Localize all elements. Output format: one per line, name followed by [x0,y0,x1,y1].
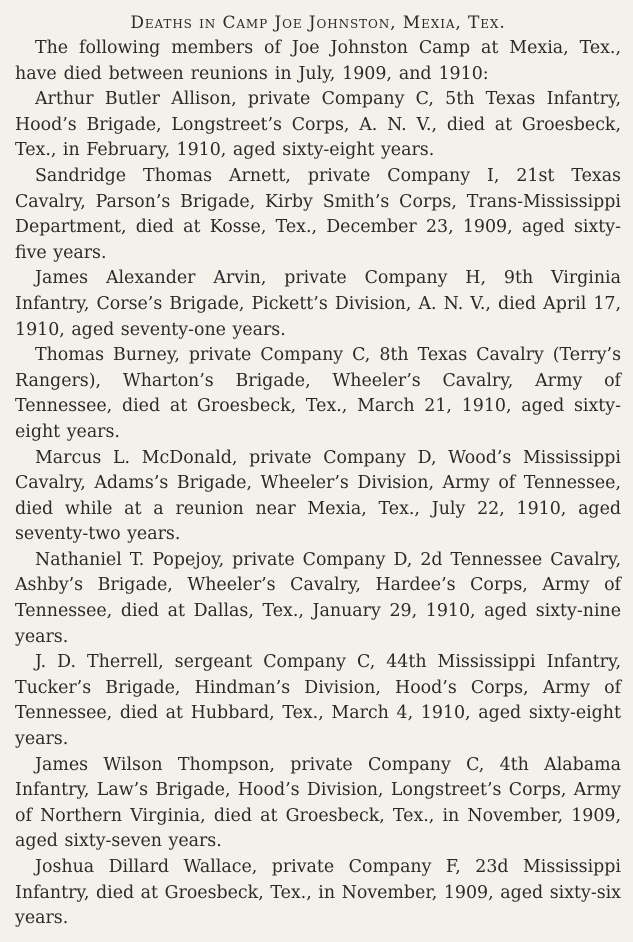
obituary-entry: Nathaniel T. Popejoy, private Company D, 2d Tennessee Cavalry, Ashby’s Brigade, Wheeler’s Cavalry, Hardee’s Corps, Army of Tennessee, died at Dallas, Tex., January 29, 1910, aged sixty-nine years. [15,549,621,647]
obituary-entry: Thomas Burney, private Company C, 8th Texas Cavalry (Terry’s Rangers), Wharton’s Brigade, Wheeler’s Cavalry, Army of Tennessee, died at Groesbeck, Tex., March 21, 1910, aged sixty-eight years. [15,345,621,442]
obituary-entry: Arthur Butler Allison, private Company C, 5th Texas Infantry, Hood’s Brigade, Longstreet’s Corps, A. N. V., died at Groesbeck, Tex., in February, 1910, aged sixty-eight years. [15,89,621,161]
obituary-entry: James Alexander Arvin, private Company H, 9th Virginia Infantry, Corse’s Brigade, Pickett’s Division, A. N. V., died April 17, 1910, aged seventy-one years. [15,268,621,340]
obituary-entry: James Wilson Thompson, private Company C, 4th Alabama Infantry, Law’s Brigade, Hood’s Division, Longstreet’s Corps, Army of Northern Virginia, died at Groesbeck, Tex., in November, 1909, aged sixty-seven years. [15,754,621,852]
obituary-entry: Sandridge Thomas Arnett, private Company I, 21st Texas Cavalry, Parson’s Brigade, Kirby Smith’s Corps, Trans-Mississippi Department, died at Kosse, Tex., December 23, 1909, aged sixty-five years. [15,165,621,263]
obituary-entry: J. D. Therrell, sergeant Company C, 44th Mississippi Infantry, Tucker’s Brigade, Hindman’s Division, Hood’s Corps, Army of Tennessee, died at Hubbard, Tex., March 4, 1910, aged sixty-eight years. [15,652,621,750]
obituary-list [15,87,621,932]
obituary-entry: Marcus L. McDonald, private Company D, Wood’s Mississippi Cavalry, Adams’s Brigade, Wheeler’s Division, Army of Tennessee, died while at a reunion near Mexia, Tex., July 22, 1910, aged seventy-two years. [15,447,621,545]
intro-paragraph: The following members of Joe Johnston Camp at Mexia, Tex., have died between reunions in July, 1909, and 1910: [15,38,621,84]
article-heading: Deaths in Camp Joe Johnston, Mexia, Tex. [130,13,506,33]
obituary-entry: Joshua Dillard Wallace, private Company F, 23d Mississippi Infantry, died at Groesbeck, Tex., in November, 1909, aged sixty-six years. [15,857,621,929]
